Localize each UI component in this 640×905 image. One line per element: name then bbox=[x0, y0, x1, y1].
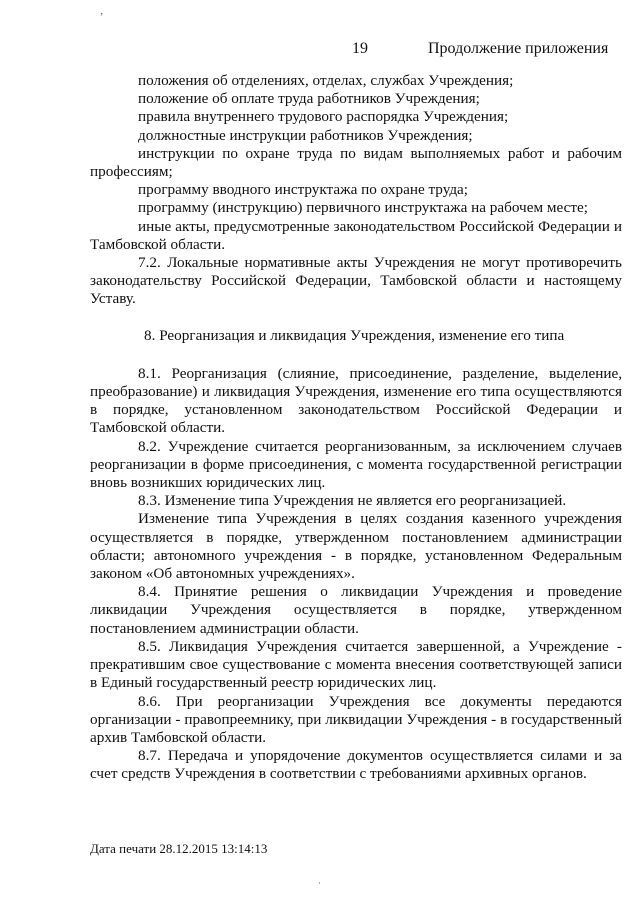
list-item: программу (инструкцию) первичного инструктажа на рабочем месте; bbox=[138, 199, 588, 217]
document-body bbox=[90, 72, 622, 784]
list-item: программу вводного инструктажа по охране труда; bbox=[138, 181, 469, 199]
paragraph-8-2: 8.2. Учреждение считается реорганизованным, за исключением случаев реорганизации в форме присоединения, с момента государственной регистрации вновь возникших юридических лиц. bbox=[90, 437, 622, 492]
paragraph-8-3: 8.3. Изменение типа Учреждения не является его реорганизацией. bbox=[138, 492, 567, 510]
list-item: положения об отделениях, отделах, службах Учреждения; bbox=[138, 72, 514, 89]
list-item: инструкции по охране труда по видам выполняемых работ и рабочим профессиям; bbox=[90, 144, 622, 181]
paragraph-8-4: 8.4. Принятие решения о ликвидации Учреждения и проведение ликвидации Учреждения осуществляется в порядке, утвержденном постановлением администрации области. bbox=[90, 583, 622, 637]
page-number: 19 bbox=[352, 40, 368, 57]
print-date-footer: Дата печати 28.12.2015 13:14:13 bbox=[90, 841, 268, 856]
list-item: иные акты, предусмотренные законодательством Российской Федерации и Тамбовской области. bbox=[90, 217, 622, 253]
paragraph-8-7: 8.7. Передача и упорядочение документов осуществляется силами и за счет средств Учреждения в соответствии с требованиями архивных органов. bbox=[90, 747, 622, 783]
paragraph-8-3-continued: Изменение типа Учреждения в целях создания казенного учреждения осуществляется в порядке, утвержденном постановлением администрации области; автономного учреждения - в порядке, установленном Федеральным законом «Об автономных учреждениях». bbox=[90, 510, 622, 583]
section-8-title: 8. Реорганизация и ликвидация Учреждения, изменение его типа bbox=[144, 326, 565, 344]
list-item: правила внутреннего трудового распорядка Учреждения; bbox=[138, 108, 509, 126]
appendix-continuation-note: Продолжение приложения bbox=[428, 40, 609, 57]
list-item: положение об оплате труда работников Учреждения; bbox=[138, 90, 480, 108]
scan-speck: ʼ bbox=[100, 12, 104, 23]
paragraph-8-1: 8.1. Реорганизация (слияние, присоединение, разделение, выделение, преобразование) и ликвидация Учреждения, изменение его типа осуществляются в порядке, установленном законодательством Российской Федерации и Тамбовской области. bbox=[90, 364, 622, 437]
paragraph-7-2: 7.2. Локальные нормативные акты Учреждения не могут противоречить законодательству Российской Федерации, Тамбовской области и настоящему Уставу. bbox=[90, 254, 622, 308]
scan-speck-bottom: · bbox=[318, 878, 321, 888]
paragraph-8-5: 8.5. Ликвидация Учреждения считается завершенной, а Учреждение - прекратившим свое существование с момента внесения соответствующей записи в Единый государственный реестр юридических лиц. bbox=[90, 637, 622, 692]
paragraph-8-6: 8.6. При реорганизации Учреждения все документы передаются организации - правопреемнику, при ликвидации Учреждения - в государственный архив Тамбовской области. bbox=[90, 692, 622, 746]
page-header bbox=[0, 40, 640, 60]
list-item: должностные инструкции работников Учреждения; bbox=[138, 126, 473, 144]
